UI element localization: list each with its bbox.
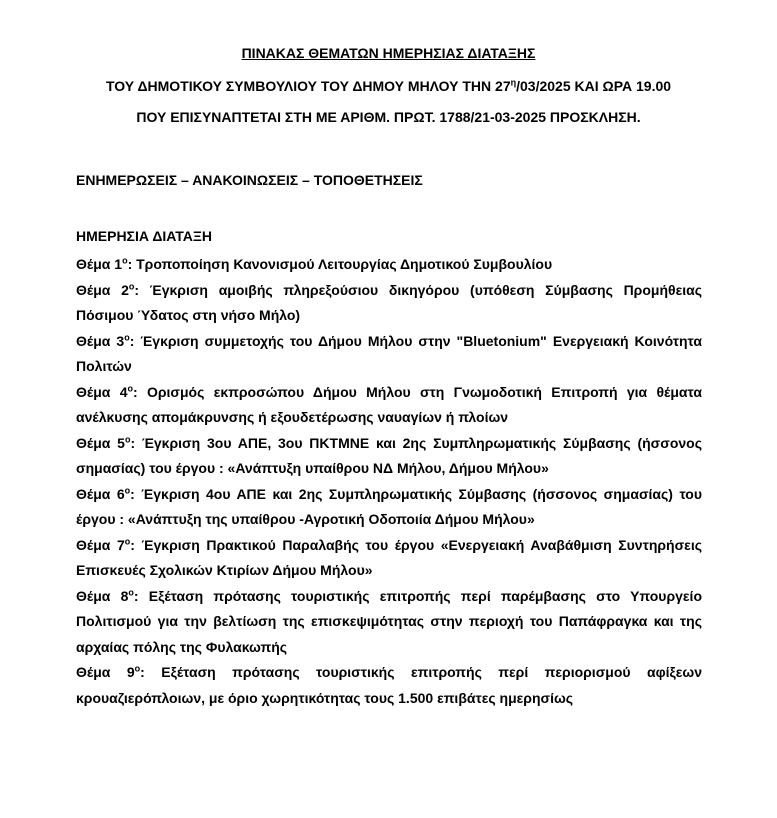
agenda-item-ordinal: ο <box>124 331 130 342</box>
announcements-heading: ΕΝΗΜΕΡΩΣΕΙΣ – ΑΝΑΚΟΙΝΩΣΕΙΣ – ΤΟΠΟΘΕΤΗΣΕΙΣ <box>76 172 423 188</box>
agenda-item-6 <box>76 482 702 533</box>
agenda-item-3 <box>76 329 702 380</box>
agenda-item-label: Θέμα 2 <box>76 281 129 298</box>
agenda-item-8 <box>76 584 702 661</box>
agenda-item-label: Θέμα 7 <box>76 536 125 553</box>
agenda-item-ordinal: ο <box>128 280 135 291</box>
document-subtitle-line-1 <box>0 78 777 95</box>
agenda-items-list <box>76 252 702 711</box>
document-title: ΠΙΝΑΚΑΣ ΘΕΜΑΤΩΝ ΗΜΕΡΗΣΙΑΣ ΔΙΑΤΑΞΗΣ <box>241 45 536 61</box>
subtitle-text-end: /03/2025 ΚΑΙ ΩΡΑ 19.00 <box>516 78 672 94</box>
subtitle-superscript: η <box>510 77 517 88</box>
agenda-item-text: : Έγκριση συμμετοχής του Δήμου Μήλου στην "Bluetonium" Ενεργειακή Κοινότητα Πολιτών <box>76 332 703 374</box>
agenda-item-label: Θέμα 1 <box>76 256 123 272</box>
agenda-item-text: : Τροποποίηση Κανονισμού Λειτουργίας Δημοτικού Συμβουλίου <box>127 256 553 272</box>
agenda-item-label: Θέμα 5 <box>76 434 125 451</box>
agenda-item-label: Θέμα 9 <box>76 664 135 680</box>
agenda-item-7 <box>76 533 702 584</box>
agenda-item-4 <box>76 380 702 431</box>
agenda-item-ordinal: ο <box>134 663 141 674</box>
agenda-item-text: : Ορισμός εκπροσώπου Δήμου Μήλου στη Γνωμοδοτική Επιτροπή για θέματα ανέλκυσης απομάκρυνσης ή εξουδετέρωσης ναυαγίων ή πλοίων <box>76 383 702 425</box>
agenda-item-text: : Έγκριση Πρακτικού Παραλαβής του έργου «Ενεργειακή Αναβάθμιση Συντηρήσεις Επισκευές Σχολικών Κτιρίων Δήμου Μήλου» <box>76 536 702 578</box>
agenda-item-1 <box>76 252 702 278</box>
agenda-item-text: : Εξέταση πρότασης τουριστικής επιτροπής περί περιορισμού αφίξεων κρουαζιερόπλοιων, με όριο χωρητικότητας τους 1.500 επιβάτες ημερησίως <box>76 664 702 706</box>
agenda-item-ordinal: ο <box>124 433 131 444</box>
agenda-item-label: Θέμα 6 <box>76 485 125 502</box>
agenda-item-9 <box>76 660 702 711</box>
subtitle-text-start: ΤΟΥ ΔΗΜΟΤΙΚΟΥ ΣΥΜΒΟΥΛΙΟΥ ΤΟΥ ΔΗΜΟΥ ΜΗΛΟΥ ΤΗΝ 27 <box>105 78 511 94</box>
agenda-item-ordinal: ο <box>124 535 131 546</box>
agenda-item-ordinal: ο <box>128 586 134 597</box>
document-subtitle-line-2: ΠΟΥ ΕΠΙΣΥΝΑΠΤΕΤΑΙ ΣΤΗ ΜΕ ΑΡΙΘΜ. ΠΡΩΤ. 1788/21-03-2025 ΠΡΟΣΚΛΗΣΗ. <box>136 109 641 125</box>
agenda-item-label: Θέμα 4 <box>76 383 128 400</box>
agenda-item-label: Θέμα 8 <box>76 587 129 604</box>
agenda-item-text: : Έγκριση 4ου ΑΠΕ και 2ης Συμπληρωματικής Σύμβασης (ήσσονος σημασίας) του έργου : «Ανάπτυξη της υπαίθρου -Αγροτική Οδοποιία Δήμου Μήλου» <box>76 485 702 527</box>
agenda-item-ordinal: ο <box>124 484 131 495</box>
agenda-item-ordinal: ο <box>122 255 128 266</box>
agenda-item-5 <box>76 431 702 482</box>
agenda-item-text: : Εξέταση πρότασης τουριστικής επιτροπής περί παρέμβασης στο Υπουργείο Πολιτισμού για την βελτίωση της επισκεψιμότητας στην περιοχή του Παπάφραγκα και της αρχαίας πόλης της Φυλακωπής <box>76 587 702 655</box>
agenda-item-2 <box>76 278 702 329</box>
agenda-heading: ΗΜΕΡΗΣΙΑ ΔΙΑΤΑΞΗ <box>76 228 212 244</box>
agenda-item-text: : Έγκριση 3ου ΑΠΕ, 3ου ΠΚΤΜΝΕ και 2ης Συμπληρωματικής Σύμβασης (ήσσονος σημασίας) του έργου : «Ανάπτυξη υπαίθρου ΝΔ Μήλου, Δήμου Μήλου» <box>76 434 702 476</box>
agenda-item-label: Θέμα 3 <box>76 332 125 349</box>
agenda-item-ordinal: ο <box>127 382 133 393</box>
agenda-item-text: : Έγκριση αμοιβής πληρεξούσιου δικηγόρου (υπόθεση Σύμβασης Προμήθειας Πόσιμου Ύδατος στη νήσο Μήλο) <box>76 281 702 323</box>
